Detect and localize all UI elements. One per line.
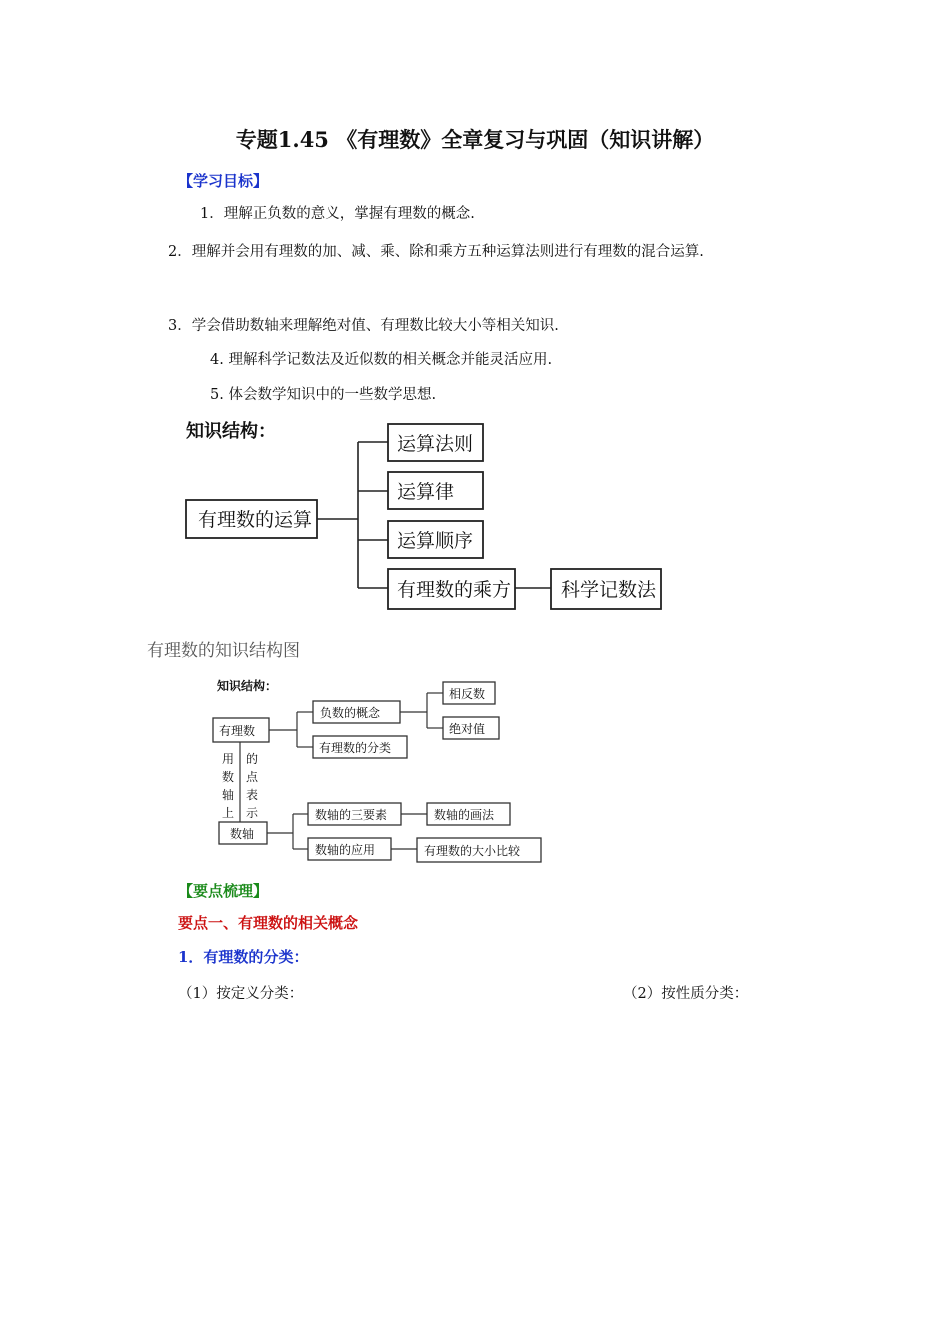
objective-item-1: 1．理解正负数的意义，掌握有理数的概念. — [200, 206, 475, 222]
objective-item-2: 2．理解并会用有理数的加、减、乘、除和乘方五种运算法则进行有理数的混合运算. — [168, 244, 704, 260]
node-scientific-notation: 科学记数法 — [561, 579, 657, 601]
classification-by-definition: （1）按定义分类： — [178, 986, 304, 1002]
diagram2-label: 知识结构： — [217, 679, 278, 693]
vertical-text-right-3: 表 — [246, 788, 259, 802]
vertical-text-right-2: 点 — [246, 770, 259, 784]
rational-number-structure-diagram — [205, 672, 550, 868]
node-operation-rules: 运算法则 — [397, 433, 474, 455]
node-number-line-application: 数轴的应用 — [315, 843, 376, 857]
vertical-text-right-4: 示 — [246, 806, 259, 820]
vertical-text-left-2: 数 — [222, 770, 235, 784]
vertical-text-left-3: 轴 — [222, 788, 235, 802]
classification-heading: 1．有理数的分类： — [178, 948, 309, 966]
node-negative-concept: 负数的概念 — [320, 706, 381, 720]
node-operation-order: 运算顺序 — [397, 530, 474, 552]
diagram1-label: 知识结构： — [186, 421, 276, 442]
keypoint-1-title: 要点一、有理数的相关概念 — [178, 914, 359, 932]
node-powers: 有理数的乘方 — [397, 579, 512, 601]
operations-structure-diagram — [178, 415, 678, 620]
objective-item-3: 3．学会借助数轴来理解绝对值、有理数比较大小等相关知识. — [168, 318, 559, 334]
objectives-heading: 【学习目标】 — [178, 172, 269, 190]
node-opposite-number: 相反数 — [449, 687, 486, 701]
classification-by-property: （2）按性质分类： — [623, 986, 749, 1002]
vertical-text-left-4: 上 — [222, 806, 235, 820]
node-operation-laws: 运算律 — [397, 481, 455, 503]
page-title: 专题1.45 《有理数》全章复习与巩固（知识讲解） — [235, 127, 715, 152]
keypoints-heading: 【要点梳理】 — [178, 882, 269, 900]
diagram1-connectors — [317, 442, 551, 588]
vertical-text-left-1: 用 — [222, 752, 235, 766]
node-drawing-method: 数轴的画法 — [434, 808, 495, 822]
objective-item-5: 5. 体会数学知识中的一些数学思想. — [210, 387, 437, 403]
node-absolute-value: 绝对值 — [449, 722, 486, 736]
objective-item-4: 4. 理解科学记数法及近似数的相关概念并能灵活应用. — [210, 352, 553, 368]
vertical-text-right-1: 的 — [246, 752, 259, 766]
node-three-elements: 数轴的三要素 — [315, 808, 388, 822]
node-number-line: 数轴 — [230, 827, 255, 841]
node-size-comparison: 有理数的大小比较 — [424, 844, 521, 858]
diagram-caption: 有理数的知识结构图 — [147, 641, 300, 661]
node-classification: 有理数的分类 — [319, 741, 392, 755]
node-rational-number: 有理数 — [219, 724, 256, 738]
node-operations: 有理数的运算 — [198, 509, 313, 531]
